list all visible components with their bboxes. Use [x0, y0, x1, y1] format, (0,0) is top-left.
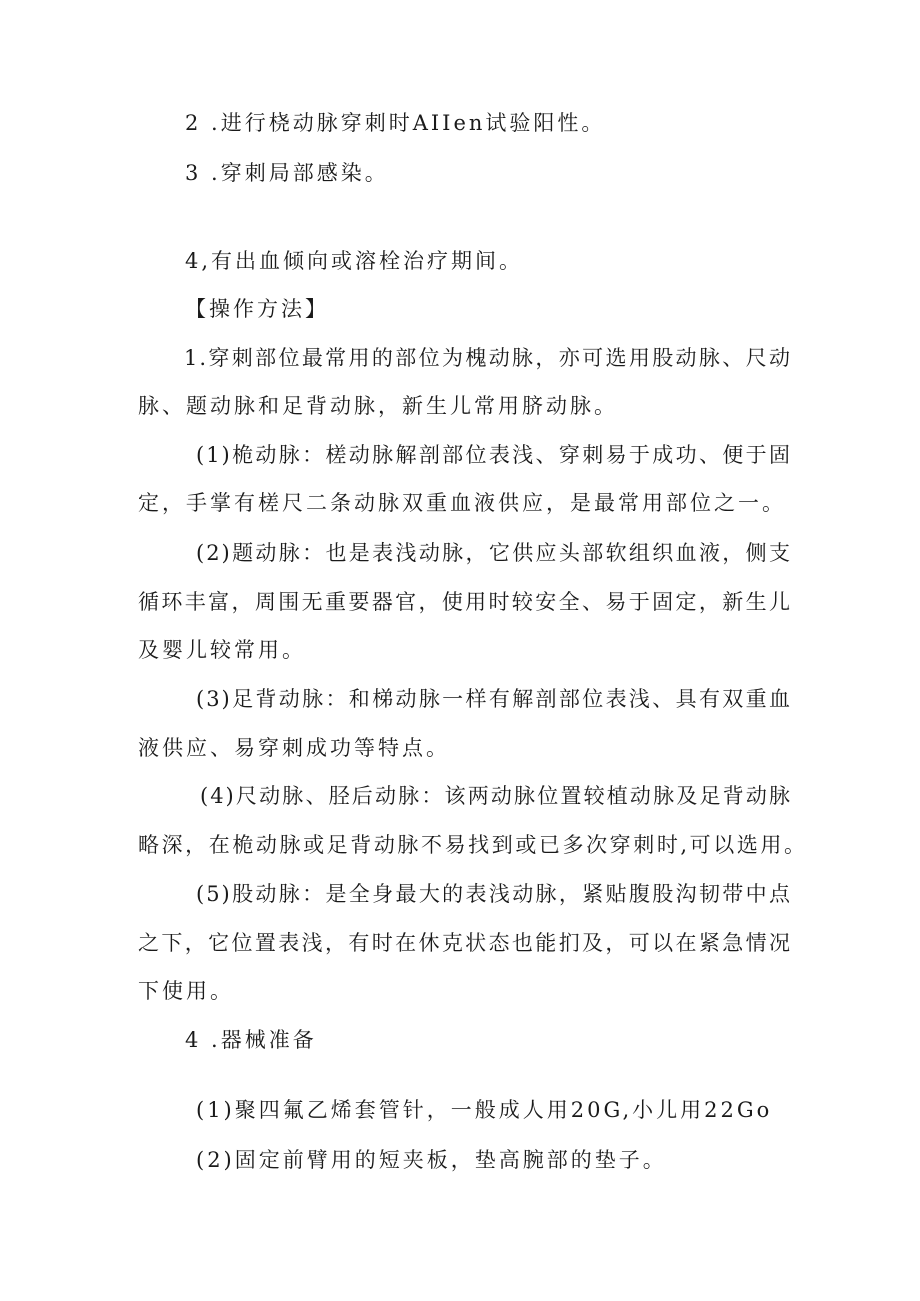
- paragraph-temporal-line-1: (2)题动脉：也是表浅动脉，它供应头部软组织血液，侧支: [196, 541, 792, 565]
- paragraph-radial-line-1: (1)桅动脉：槎动脉解剖部位表浅、穿刺易于成功、便于固: [196, 443, 792, 467]
- equipment-item-2: (2)固定前臂用的短夹板，垫高腕部的垫子。: [196, 1148, 667, 1172]
- contraindication-item-2: 2 .进行桡动脉穿刺时AIIen试验阳性。: [185, 111, 606, 135]
- contraindication-item-3: 3 .穿刺局部感染。: [185, 161, 389, 185]
- section-heading-equipment: 4 .器械准备: [185, 1028, 317, 1052]
- paragraph-femoral-line-3: 下使用。: [138, 979, 234, 1003]
- paragraph-dorsalis-line-1: (3)足背动脉：和梯动脉一样有解剖部位表浅、具有双重血: [196, 687, 792, 711]
- paragraph-femoral-line-1: (5)股动脉：是全身最大的表浅动脉，紧贴腹股沟韧带中点: [196, 882, 792, 906]
- paragraph-temporal-line-2: 循环丰富，周围无重要器官，使用时较安全、易于固定，新生儿: [138, 590, 792, 614]
- contraindication-item-4: 4,有出血倾向或溶栓治疗期间。: [185, 249, 524, 273]
- paragraph-ulnar-line-1: (4)尺动脉、胫后动脉：该两动脉位置较植动脉及足背动脉: [200, 784, 792, 808]
- paragraph-ulnar-line-2: 略深，在桅动脉或足背动脉不易找到或已多次穿刺时,可以选用。: [138, 833, 806, 857]
- paragraph-temporal-line-3: 及婴儿较常用。: [138, 638, 306, 662]
- paragraph-dorsalis-line-2: 液供应、易穿刺成功等特点。: [138, 736, 450, 760]
- paragraph-1-line-2: 脉、题动脉和足背动脉，新生儿常用脐动脉。: [138, 394, 618, 418]
- paragraph-radial-line-2: 定，手掌有槎尺二条动脉双重血液供应，是最常用部位之一。: [138, 491, 786, 515]
- section-heading-procedure: 【操作方法】: [185, 297, 329, 321]
- equipment-item-1: (1)聚四氟乙烯套管针，一般成人用20G,小儿用22Go: [196, 1098, 773, 1122]
- paragraph-1-line-1: 1.穿刺部位最常用的部位为槐动脉，亦可选用股动脉、尺动: [184, 346, 792, 370]
- paragraph-femoral-line-2: 之下，它位置表浅，有时在休克状态也能扪及，可以在紧急情况: [138, 931, 792, 955]
